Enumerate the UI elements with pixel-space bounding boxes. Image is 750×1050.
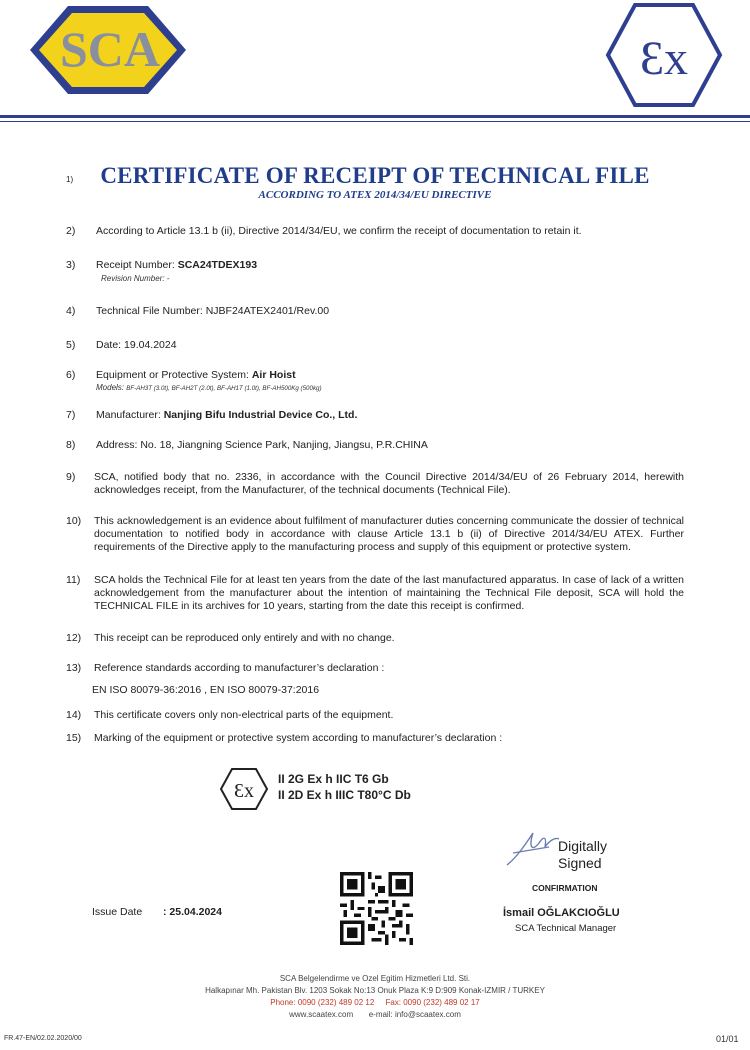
footer-email-link[interactable]: info@scaatex.com (394, 1010, 461, 1019)
confirmation-label: CONFIRMATION (532, 883, 598, 893)
item-number: 8) (66, 439, 76, 451)
item-number: 11) (66, 574, 81, 586)
footer-web-link[interactable]: www.scaatex.com (289, 1010, 354, 1019)
signer-name: İsmail OĞLAKCIOĞLU (503, 907, 620, 919)
svg-text:SCA: SCA (59, 21, 161, 77)
item-number: 4) (66, 305, 76, 317)
equipment-label: Equipment or Protective System: (96, 369, 252, 381)
svg-text:Ɛx: Ɛx (233, 780, 255, 802)
marking-line-gas: II 2G Ex h IIC T6 Gb (278, 772, 389, 786)
equipment-value: Air Hoist (251, 369, 296, 381)
receipt-number-line (96, 259, 257, 272)
item-text: SCA, notified body that no. 2336, in accordance with the Council Directive 2014/34/EU of 26 February 2014, herewith acknowledges receipt, from the Manufacturer, of the technical documents (Technical File). (94, 471, 684, 496)
item-number: 6) (66, 369, 76, 381)
handwritten-signature (503, 827, 563, 871)
page-number: 01/01 (716, 1034, 739, 1044)
technical-file-number: Technical File Number: NJBF24ATEX2401/Rev.00 (96, 305, 330, 317)
footer-email-label: e-mail: (368, 1010, 395, 1019)
footer-address: Halkapınar Mh. Pakistan Blv. 1203 Sokak No:13 Onuk Plaza K:9 D:909 Konak-IZMIR / TURKEY (205, 986, 545, 995)
item-number: 3) (66, 259, 76, 271)
certificate-subtitle: ACCORDING TO ATEX 2014/34/EU DIRECTIVE (258, 189, 492, 201)
receipt-number-label: Receipt Number: (96, 259, 178, 271)
footer-fax: 0090 (232) 489 02 17 (403, 998, 480, 1007)
ex-marking-icon (219, 767, 269, 811)
models-value: BF-AH3T (3.0t), BF-AH2T (2.0t), BF-AH1T (1.0t), BF-AH500Kg (500kg) (126, 385, 322, 392)
date-line: Date: 19.04.2024 (96, 339, 177, 351)
revision-number: Revision Number: - (101, 274, 170, 283)
form-code: FR.47-EN/02.02.2020/00 (4, 1035, 82, 1042)
item-text: SCA holds the Technical File for at least ten years from the date of the last manufactured apparatus. In case of lack of a written acknowledgement from the manufacturer about the intention of maintaining the Technical File deposit, SCA will hold the TECHNICAL FILE in its archives for 10 years, starting from the date this receipt is confirmed. (94, 574, 684, 612)
reference-standards: EN ISO 80079-36:2016 , EN ISO 80079-37:2016 (92, 684, 320, 696)
item-text: This receipt can be reproduced only entirely and with no change. (94, 632, 395, 644)
footer-contact (0, 997, 750, 1008)
manufacturer-label: Manufacturer: (96, 409, 164, 421)
item-number: 9) (66, 471, 76, 483)
header-rule (0, 115, 750, 118)
digitally-signed-line2: Signed (558, 855, 602, 871)
footer-phone: 0090 (232) 489 02 12 (297, 998, 375, 1007)
item-text: This acknowledgement is an evidence about fulfilment of manufacturer duties concerning communicate the dossier of technical documentation to notified body in accordance with clause Article 13.1 b (ii) of Directive 2014/34/EU ATEX. Further requirements of the Directive apply to the manufacturing process and supply of this equipment or protective system. (94, 515, 684, 553)
ex-hexagon-icon (605, 2, 723, 108)
sca-logo (28, 4, 188, 96)
footer-phone-label: Phone: (270, 998, 298, 1007)
item-text: According to Article 13.1 b (ii), Directive 2014/34/EU, we confirm the receipt of documentation to retain it. (96, 225, 582, 237)
item-text: Marking of the equipment or protective system according to manufacturer’s declaration : (94, 732, 503, 744)
digitally-signed-line1: Digitally (558, 838, 608, 854)
item-number: 5) (66, 339, 76, 351)
item-number: 13) (66, 662, 82, 674)
qr-code (340, 872, 413, 945)
issue-date-value: : 25.04.2024 (163, 906, 222, 918)
signer-role: SCA Technical Manager (515, 923, 617, 934)
header-rule-thin (0, 121, 750, 122)
item-number: 10) (66, 515, 82, 527)
manufacturer-line (96, 409, 357, 422)
item-text: Reference standards according to manufacturer’s declaration : (94, 662, 385, 674)
item-text: This certificate covers only non-electrical parts of the equipment. (94, 709, 394, 721)
item-number: 2) (66, 225, 76, 237)
footer-company: SCA Belgelendirme ve Ozel Egitim Hizmetleri Ltd. Sti. (279, 974, 471, 983)
footer-web-email (0, 1009, 750, 1020)
svg-text:Ɛx: Ɛx (639, 32, 689, 85)
item-number: 14) (66, 709, 82, 721)
item-number: 7) (66, 409, 76, 421)
item-number: 12) (66, 632, 82, 644)
marking-line-dust: II 2D Ex h IIIC T80°C Db (278, 788, 411, 802)
item-number: 15) (66, 732, 82, 744)
receipt-number-value: SCA24TDEX193 (177, 259, 258, 271)
address-line: Address: No. 18, Jiangning Science Park, Nanjing, Jiangsu, P.R.CHINA (96, 439, 428, 451)
models-label: Models: (96, 383, 127, 392)
footer-fax-label: Fax: (385, 998, 404, 1007)
manufacturer-value: Nanjing Bifu Industrial Device Co., Ltd. (163, 409, 358, 421)
issue-date-label: Issue Date (92, 906, 143, 918)
models-line (96, 383, 322, 392)
equipment-line (96, 369, 296, 382)
certificate-title: CERTIFICATE OF RECEIPT OF TECHNICAL FILE (100, 163, 650, 188)
item-number: 1) (66, 175, 74, 184)
